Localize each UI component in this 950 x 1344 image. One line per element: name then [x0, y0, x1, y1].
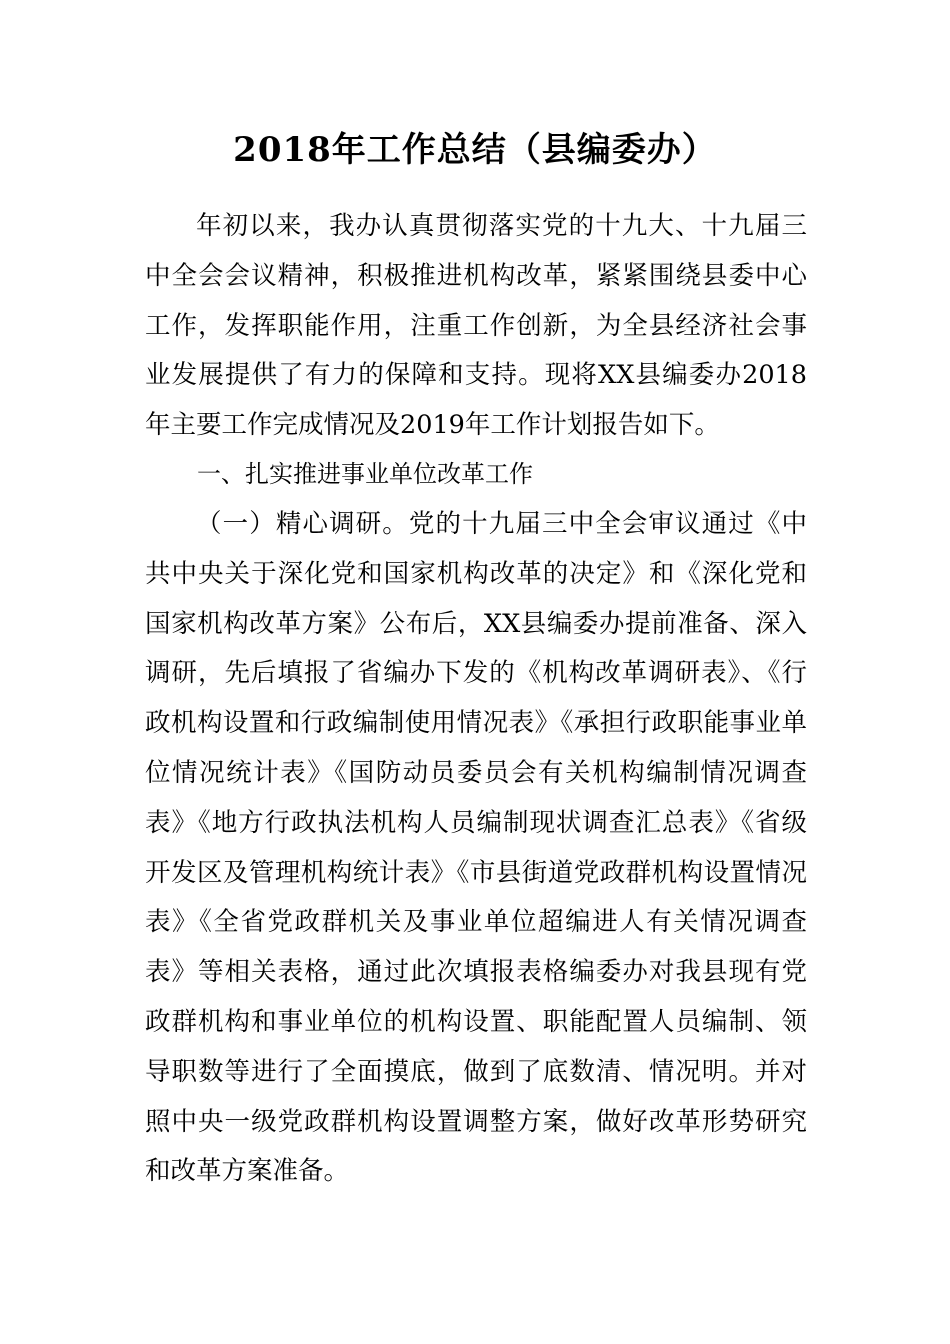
section-heading: 一、扎实推进事业单位改革工作	[197, 460, 533, 488]
section-paragraph: （一）精心调研。党的十九届三中全会审议通过《中共中央关于深化党和国家机构改革的决定》和《深化党和国家机构改革方案》公布后，XX县编委办提前准备、深入调研，先后填报了省编办下发的《机构改革调研表》、《行政机构设置和行政编制使用情况表》《承担行政职能事业单位情况统计表》《国防动员委员会有关机构编制情况调查表》《地方行政执法机构人员编制现状调查汇总表》《省级开发区及管理机构统计表》《市县街道党政群机构设置情况表》《全省党政群机关及事业单位超编进人有关情况调查表》等相关表格，通过此次填报表格编委办对我县现有党政群机构和事业单位的机构设置、职能配置人员编制、领导职数等进行了全面摸底，做到了底数清、情况明。并对照中央一级党政群机构设置调整方案，做好改革形势研究和改革方案准备。	[145, 509, 807, 1187]
document-title: 2018年工作总结（县编委办）	[233, 130, 717, 170]
intro-paragraph: 年初以来，我办认真贯彻落实党的十九大、十九届三中全会会议精神，积极推进机构改革，紧紧围绕县委中心工作，发挥职能作用，注重工作创新，为全县经济社会事业发展提供了有力的保障和支持。现将XX县编委办2018年主要工作完成情况及2019年工作计划报告如下。	[145, 211, 807, 441]
